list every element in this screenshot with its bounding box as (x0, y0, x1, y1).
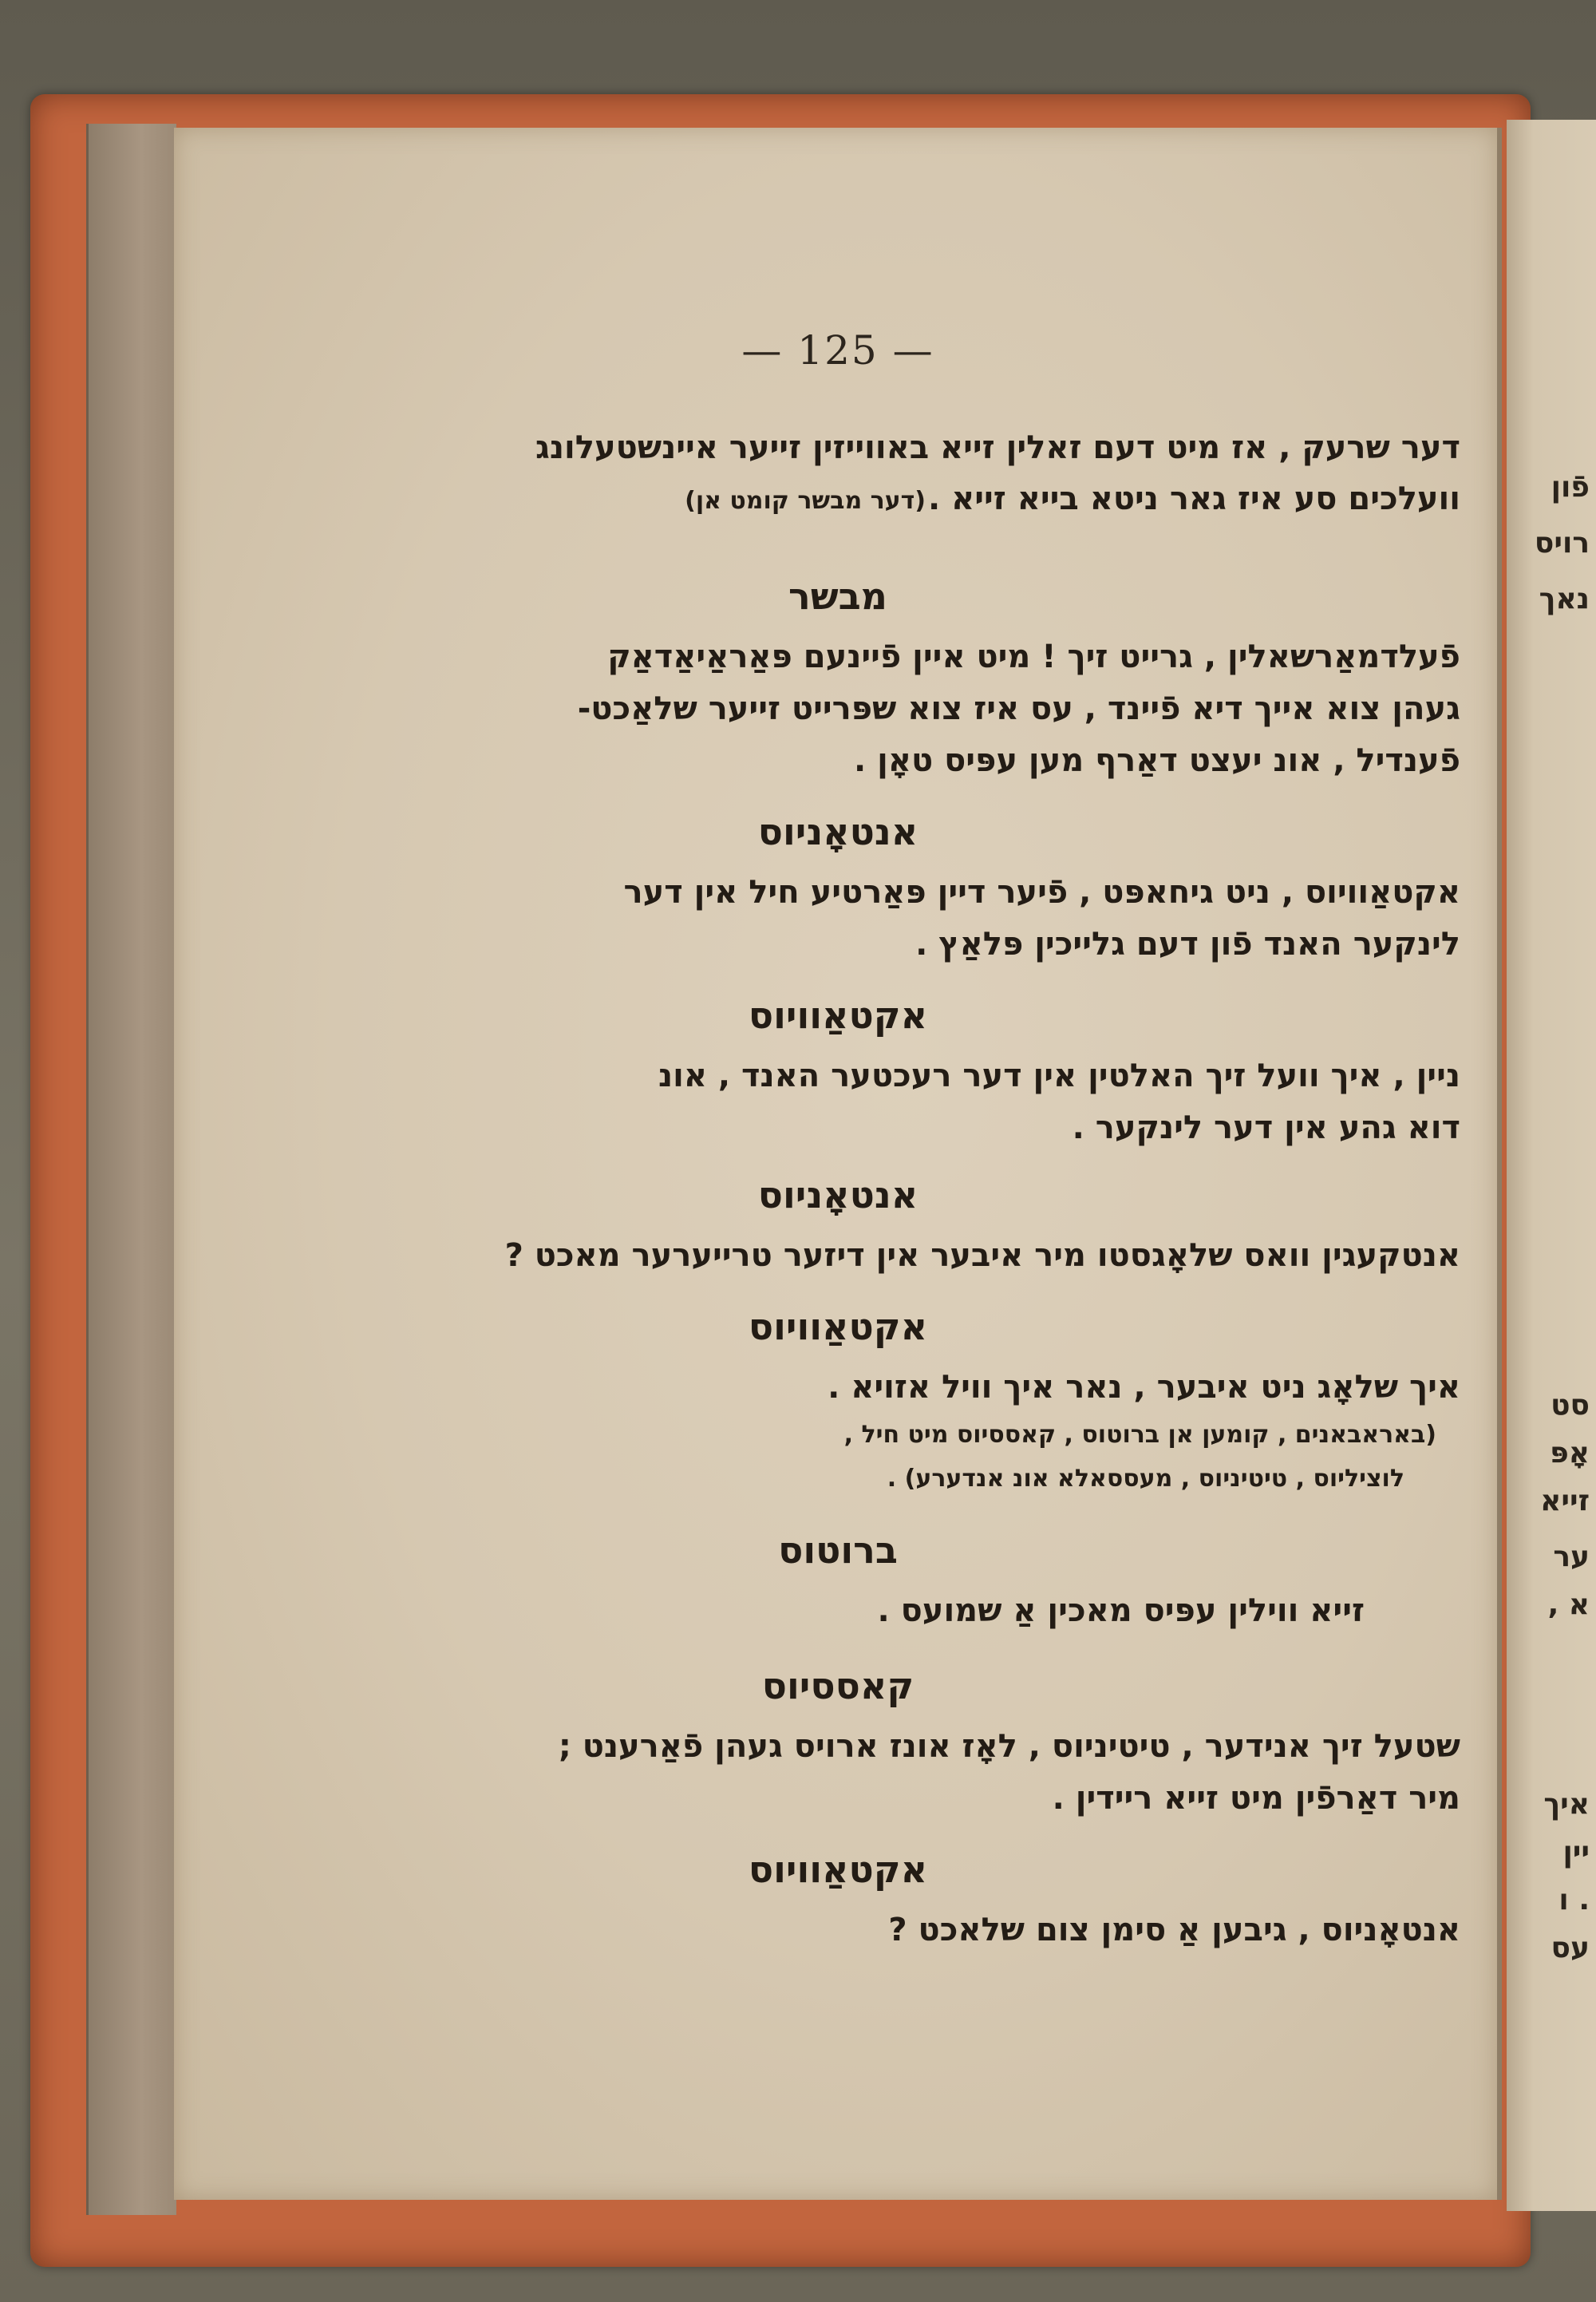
facing-page-fragment: יין (1562, 1836, 1590, 1869)
facing-page-fragment: זייא (1540, 1485, 1590, 1517)
text-line: דער שרעק , אז מיט דעם זאלין זייא באווייזין זייער איינשטעלונג (535, 429, 1460, 466)
speaker-name: אנטאָניוס (757, 1173, 918, 1216)
speaker-name: אקטאַוויוס (748, 1848, 928, 1891)
facing-page-fragment: אָפּ (1550, 1437, 1590, 1469)
speaker-name: אנטאָניוס (757, 810, 918, 853)
text-line: געהן צוא אייך דיא פֿיינד , עס איז צוא שפּרייט זייער שלאַכט- (577, 690, 1460, 727)
text-line: וועלכים סע איז גאר ניטא בייא זייא . (927, 481, 1460, 517)
text-line: אנטאָניוס , גיבען אַ סימן צום שלאכט ? (888, 1912, 1460, 1948)
text-line: לינקער האנד פֿון דעם גלייכין פּלאַץ . (915, 926, 1460, 963)
facing-page-fragment: עס (1551, 1932, 1590, 1964)
page-content (176, 128, 1500, 2200)
facing-page-fragment: רויס (1534, 527, 1590, 560)
text-line: אנטקעגין וואס שלאָגסטו מיר איבער אין דיזער טרייערער מאכט ? (504, 1237, 1460, 1274)
stage-direction: (דער מבשר קומט אן) (685, 487, 926, 515)
facing-page-fragment: נאך (1539, 583, 1590, 615)
facing-page-fragment: פֿון (1551, 471, 1590, 504)
text-line: זייא ווילין עפּיס מאכין אַ שמועס . (877, 1592, 1365, 1629)
page-number: — 125 — (741, 327, 934, 374)
text-line: אקטאַוויוס , ניט גיחאפּט , פֿיער דיין פּאַרטיע חיל אין דער (623, 874, 1460, 911)
speaker-name: ברוטוס (778, 1529, 898, 1572)
facing-page-fragment: . ו (1558, 1884, 1590, 1916)
text-line: ניין , איך וועל זיך האלטין אין דער רעכטער האנד , אונ (658, 1058, 1460, 1094)
facing-page-fragment: סט (1551, 1389, 1590, 1422)
speaker-name: אקטאַוויוס (748, 994, 928, 1037)
stage-direction: (באראבאנים , קומען אן ברוטוס , קאססיוס מיט חיל , (843, 1421, 1436, 1449)
speaker-name: מבשר (788, 575, 887, 618)
speaker-name: אקטאַוויוס (748, 1305, 928, 1348)
facing-page-fragment: ער (1553, 1541, 1590, 1573)
facing-page-edge (1507, 120, 1596, 2211)
stage-direction: לוציליוס , טיטיניוס , מעססאלא אונ אנדערע) . (887, 1465, 1404, 1493)
text-line: דוא גהע אין דער לינקער . (1072, 1109, 1460, 1146)
text-line: פֿעלדמאַרשאלין , גרייט זיך ! מיט איין פֿיינעם פּאַראַיאַדאַק (607, 639, 1460, 675)
text-line: מיר דאַרפֿין מיט זייא ריידין . (1052, 1780, 1460, 1817)
cover-inner-strip (86, 124, 176, 2215)
text-line: פֿענדיל , אונ יעצט דאַרף מען עפּיס טאָן . (854, 742, 1460, 779)
speaker-name: קאססיוס (761, 1664, 915, 1707)
text-line: איך שלאָג ניט איבער , נאר איך וויל אזויא . (828, 1369, 1460, 1406)
text-line: שטעל זיך אנידער , טיטיניוס , לאָז אונז ארויס געהן פֿאַרענט ; (558, 1728, 1460, 1765)
facing-page-fragment: איך (1543, 1788, 1590, 1821)
facing-page-fragment: א , (1547, 1588, 1590, 1621)
